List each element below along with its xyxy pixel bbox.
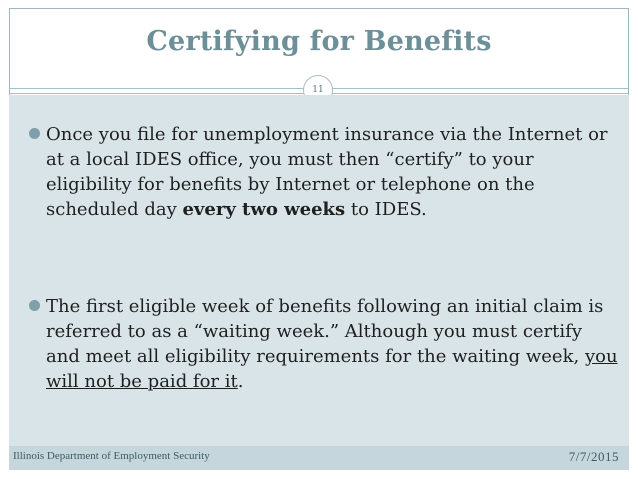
bullet-text-part: .: [237, 371, 244, 392]
slide-title: Certifying for Benefits: [146, 26, 492, 57]
bullet-underlined-text: you will not be paid for it: [46, 346, 618, 392]
bullet-bold-text: every two weeks: [182, 199, 346, 220]
bullet-marker-icon: [29, 300, 40, 311]
bullet-text: [29, 294, 619, 394]
footer-organization: Illinois Department of Employment Security: [13, 450, 210, 462]
bullet-text-part: The first eligible week of benefits following an initial claim is referred to as a “waiting week.” Although you must certify and meet all eligibility requirements for the waiting week,: [46, 296, 604, 367]
footer-date: 7/7/2015: [568, 449, 619, 464]
bullet-text-part: to IDES.: [345, 199, 427, 220]
footer-bar: [9, 446, 629, 470]
bullet-text-part: Once you file for unemployment insurance via the Internet or at a local IDES office, you must then “certify” to your eligibility for benefits by Internet or telephone on the scheduled day: [46, 124, 608, 220]
bullet-item: [29, 294, 619, 394]
content-area: [9, 95, 629, 446]
bullet-text: [29, 122, 619, 222]
bullet-marker-icon: [29, 128, 40, 139]
page-number: 11: [312, 85, 324, 95]
bullet-item: [29, 122, 619, 222]
